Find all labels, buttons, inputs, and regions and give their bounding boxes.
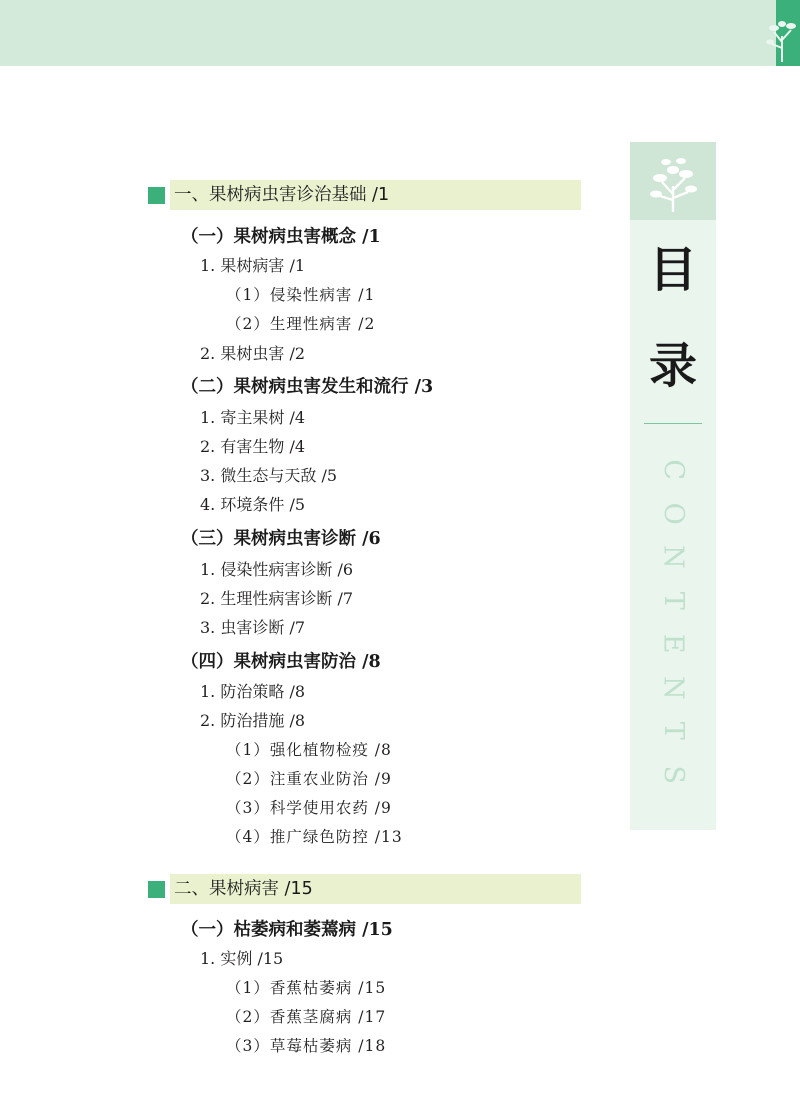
contents-letter: C <box>657 459 689 481</box>
contents-letter: N <box>657 675 689 700</box>
contents-letter: O <box>657 502 689 525</box>
toc-item[interactable]: 2. 果树虫害 /2 <box>200 344 306 363</box>
toc-subitem[interactable]: （3）科学使用农药 /9 <box>226 799 392 817</box>
side-panel-header <box>630 142 716 220</box>
contents-letter: E <box>657 633 689 654</box>
toc-item[interactable]: 3. 虫害诊断 /7 <box>200 618 306 637</box>
section-marker <box>148 187 165 204</box>
section-marker <box>148 881 165 898</box>
toc-chapter[interactable]: （三）果树病虫害诊断 /6 <box>181 529 381 549</box>
contents-english-vertical <box>630 448 716 796</box>
toc-item[interactable]: 3. 微生态与天敌 /5 <box>200 466 338 485</box>
toc-subitem[interactable]: （1）香蕉枯萎病 /15 <box>226 979 387 997</box>
contents-title-char-2: 录 <box>648 338 697 394</box>
toc-subitem[interactable]: （2）生理性病害 /2 <box>226 315 376 333</box>
tree-icon <box>638 148 708 214</box>
section-title: 二、果树病害 /15 <box>174 879 313 899</box>
contents-letter: T <box>657 721 689 740</box>
toc-subitem[interactable]: （4）推广绿色防控 /13 <box>226 828 403 846</box>
toc-chapter[interactable]: （一）枯萎病和萎蔫病 /15 <box>181 920 393 940</box>
contents-side-panel <box>630 142 716 830</box>
contents-letter: S <box>657 765 689 784</box>
toc-item[interactable]: 1. 防治策略 /8 <box>200 682 306 701</box>
toc-chapter[interactable]: （二）果树病虫害发生和流行 /3 <box>181 377 434 397</box>
toc-item[interactable]: 2. 有害生物 /4 <box>200 437 306 456</box>
contents-letter: T <box>657 591 689 610</box>
contents-title-char-1: 目 <box>648 242 697 298</box>
header-band <box>0 0 800 66</box>
toc-subitem[interactable]: （3）草莓枯萎病 /18 <box>226 1037 387 1055</box>
toc-section-2[interactable] <box>148 874 581 904</box>
divider <box>644 423 702 424</box>
toc-subitem[interactable]: （1）侵染性病害 /1 <box>226 286 376 304</box>
toc-item[interactable]: 1. 果树病害 /1 <box>200 256 306 275</box>
toc-item[interactable]: 1. 侵染性病害诊断 /6 <box>200 560 354 579</box>
toc-item[interactable]: 1. 实例 /15 <box>200 949 284 968</box>
toc-chapter[interactable]: （一）果树病虫害概念 /1 <box>181 227 381 247</box>
section-title: 一、果树病虫害诊治基础 /1 <box>174 185 390 205</box>
toc-subitem[interactable]: （2）注重农业防治 /9 <box>226 770 392 788</box>
toc-item[interactable]: 2. 生理性病害诊断 /7 <box>200 589 354 608</box>
contents-letter: N <box>657 544 689 569</box>
tree-icon <box>760 2 800 64</box>
toc-subitem[interactable]: （2）香蕉茎腐病 /17 <box>226 1008 387 1026</box>
toc-item[interactable]: 1. 寄主果树 /4 <box>200 408 306 427</box>
toc-item[interactable]: 4. 环境条件 /5 <box>200 495 306 514</box>
toc-section-1[interactable] <box>148 180 581 210</box>
toc-chapter[interactable]: （四）果树病虫害防治 /8 <box>181 652 381 672</box>
toc-item[interactable]: 2. 防治措施 /8 <box>200 711 306 730</box>
toc-subitem[interactable]: （1）强化植物检疫 /8 <box>226 741 392 759</box>
